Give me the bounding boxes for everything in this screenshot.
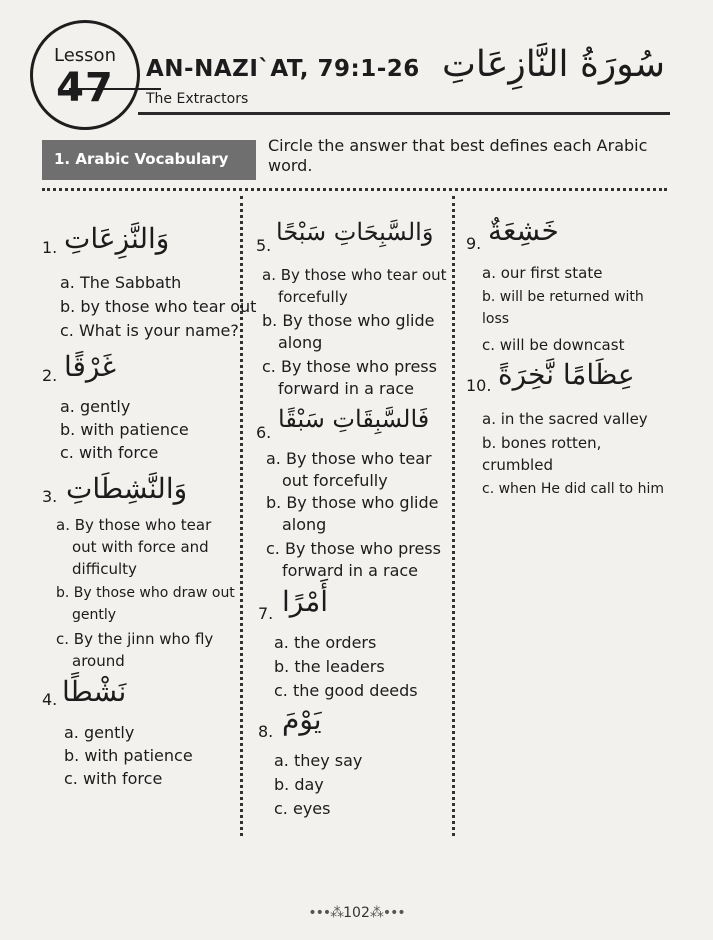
page-footer (0, 905, 713, 921)
question-number: 1. (42, 238, 58, 257)
question-arabic: يَوْمَ (282, 703, 322, 736)
option-b[interactable]: b. the leaders (274, 657, 385, 676)
question-arabic: وَالنَّزِعَاتِ (64, 222, 170, 255)
option-a[interactable]: a. in the sacred valley (482, 410, 648, 428)
question-arabic: وَالسَّبِحَاتِ سَبْحًا (276, 218, 434, 246)
page-number: 102 (343, 905, 370, 921)
question-arabic: أَمْرًا (282, 585, 329, 618)
question-number: 10. (466, 376, 492, 395)
section-instruction: Circle the answer that best defines each Arabic word. (268, 136, 648, 175)
option-a[interactable]: a. gently (60, 397, 131, 416)
lesson-badge (30, 20, 140, 130)
option-c[interactable]: c. with force (60, 443, 159, 462)
option-a[interactable]: a. they say (274, 751, 363, 770)
option-c[interactable]: c. By the jinn who fly around (56, 630, 214, 670)
question-number: 8. (258, 722, 274, 741)
option-a[interactable]: a. the orders (274, 633, 377, 652)
option-b[interactable]: b. By those who glide along (266, 493, 439, 534)
option-c[interactable]: c. By those who press forward in a race (262, 357, 437, 398)
surah-arabic-title: سُورَةُ النَّازِعَاتِ (442, 44, 665, 85)
option-a[interactable]: a. By those who tear out with force and difficulty (56, 516, 212, 578)
question-arabic: وَالنَّشِطَاتِ (66, 472, 188, 505)
question-arabic: خَشِعَةٌ (488, 214, 559, 247)
option-b[interactable]: b. day (274, 775, 324, 794)
question-number: 9. (466, 234, 482, 253)
lesson-label: Lesson (54, 45, 116, 66)
option-b[interactable]: b. by those who tear out (60, 297, 257, 316)
ornament-left-icon: •••⁂ (308, 905, 344, 921)
question-arabic: غَرْقًا (64, 350, 117, 383)
question-number: 2. (42, 366, 58, 385)
option-a[interactable]: a. The Sabbath (60, 273, 182, 292)
question-number: 7. (258, 604, 274, 623)
option-b[interactable]: b. will be returned with loss (482, 289, 644, 327)
question-number: 5. (256, 236, 272, 255)
option-c[interactable]: c. when He did call to him (482, 481, 664, 497)
lesson-number: 47 (56, 65, 114, 111)
option-b[interactable]: b. with patience (64, 746, 193, 765)
page-subtitle: The Extractors (146, 91, 249, 107)
column-divider-1 (240, 196, 243, 836)
option-c[interactable]: c. the good deeds (274, 681, 418, 700)
option-a[interactable]: a. gently (64, 723, 135, 742)
section-title: 1. Arabic Vocabulary (42, 140, 256, 180)
question-number: 6. (256, 423, 272, 442)
question-number: 3. (42, 487, 58, 506)
ornament-right-icon: ⁂••• (369, 905, 405, 921)
question-arabic: نَشْطًا (62, 675, 127, 708)
page-title: AN-NAZI`AT, 79:1-26 (146, 56, 420, 82)
option-b[interactable]: b. with patience (60, 420, 189, 439)
dotted-divider (42, 188, 667, 191)
option-b[interactable]: b. By those who draw out gently (56, 585, 235, 623)
question-arabic: عِظَامًا نَّخِرَةً (498, 358, 635, 391)
option-c[interactable]: c. What is your name? (60, 321, 239, 340)
option-a[interactable]: a. our first state (482, 264, 603, 282)
question-number: 4. (42, 690, 58, 709)
option-c[interactable]: c. with force (64, 769, 163, 788)
option-a[interactable]: a. By those who tear out forcefully (266, 449, 432, 490)
option-c[interactable]: c. eyes (274, 799, 331, 818)
option-c[interactable]: c. will be downcast (482, 336, 625, 354)
title-underline (138, 112, 670, 115)
option-b[interactable]: b. bones rotten, crumbled (482, 434, 602, 474)
option-c[interactable]: c. By those who press forward in a race (266, 539, 441, 580)
option-a[interactable]: a. By those who tear out forcefully (262, 266, 447, 306)
question-arabic: فَالسَّبِقَاتِ سَبْقًا (278, 405, 430, 433)
option-b[interactable]: b. By those who glide along (262, 311, 435, 352)
